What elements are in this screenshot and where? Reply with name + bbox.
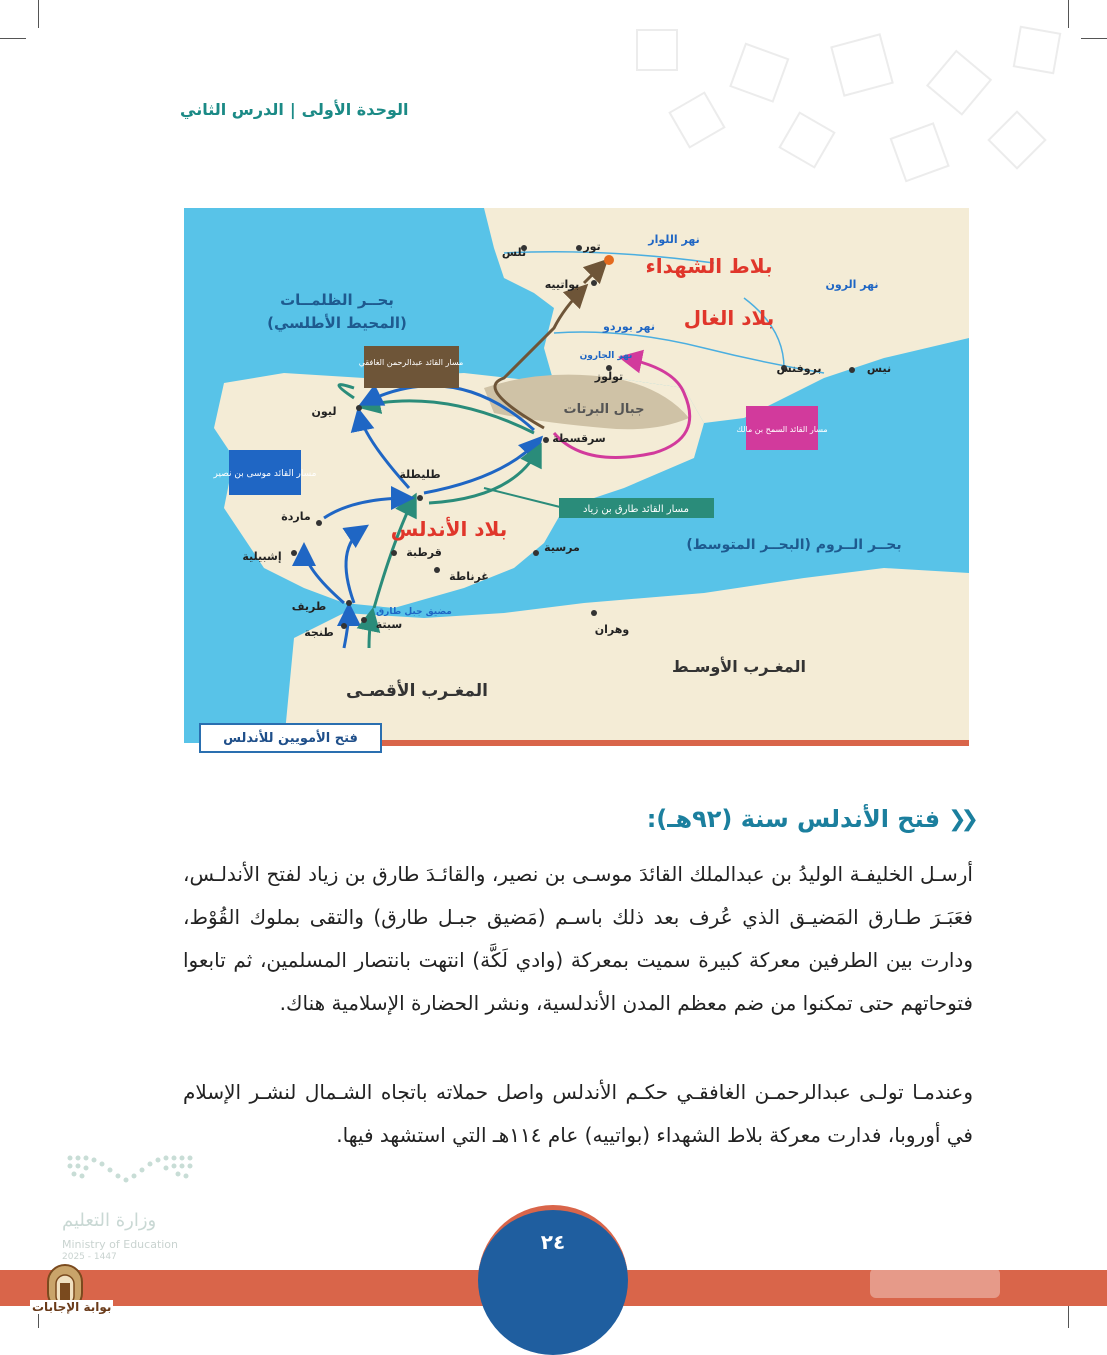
label-tangier: طنجة: [304, 626, 334, 639]
label-bordeaux: نهر بوردو: [603, 320, 655, 333]
map-caption: فتح الأمويين للأندلس: [199, 723, 382, 753]
label-provence: بروفنس: [776, 362, 822, 375]
conquest-map: [184, 208, 969, 743]
section-title: [647, 805, 973, 833]
route-box-ghafiqi: مسار القائد عبدالرحمن الغافقي: [358, 358, 464, 367]
label-ceuta: سبتة: [375, 618, 403, 631]
label-cordoba: قرطبة: [406, 546, 442, 559]
page-number: ٢٤: [540, 1230, 566, 1254]
crop-mark: [0, 38, 26, 39]
lesson-label: الدرس الثاني: [180, 100, 284, 119]
header-separator: |: [289, 100, 296, 119]
label-maghreb-west: المغـرب الأقصـى: [346, 681, 488, 701]
route-box-musa: مسار القائد موسى بن نصير: [213, 469, 317, 479]
ministry-year: 2025 - 1447: [62, 1252, 117, 1262]
watermark: [870, 1268, 1000, 1298]
label-oran: وهران: [594, 623, 630, 636]
label-atlantic-1: بحــر الظلمــات: [280, 291, 394, 309]
label-poitiers: بواتييه: [544, 278, 580, 291]
ministry-logo-icon: [62, 1150, 202, 1200]
ministry-name-en: Ministry of Education: [62, 1238, 179, 1251]
label-tours: تور: [583, 240, 601, 253]
route-box-samh: مسار القائد السمح بن مالك: [736, 425, 828, 434]
label-tarifa: طريف: [291, 600, 327, 613]
label-med: بحــر الــروم (البحــر المتوسط): [686, 537, 902, 553]
label-andalus: بلاد الأندلس: [390, 517, 508, 541]
section-title-text: فتح الأندلس سنة (٩٢هـ):: [646, 805, 941, 833]
portal-name[interactable]: بوابة الإجابات: [32, 1300, 112, 1314]
map-bottom-bar: [360, 740, 969, 746]
label-zaragoza: سرقسطة: [552, 432, 606, 445]
label-balat: بلاط الشهداء: [645, 254, 773, 278]
ministry-name-ar: وزارة التعليم: [62, 1210, 157, 1231]
unit-header: [180, 100, 409, 119]
label-atlantic-2: (المحيط الأطلسي): [267, 314, 407, 332]
page-number-circle: [478, 1205, 628, 1355]
label-seville: إشبيلية: [242, 550, 282, 563]
label-toledo: طليطلة: [399, 468, 441, 481]
label-loire: نهر اللوار: [648, 233, 700, 246]
label-gaul: بلاد الغال: [683, 306, 775, 330]
label-toulouse: تولوز: [594, 370, 624, 383]
paragraph-2: وعندمـا تولـى عبدالرحمـن الغافقـي حكـم الأندلس واصل حملاته باتجاه الشـمال لنشـر الإسلام في أوروبا، فدارت معركة بلاط الشهداء (بواتييه) عام ١١٤هـ التي استشهد فيها.: [183, 1080, 973, 1147]
paragraph-1: أرسـل الخليفـة الوليدُ بن عبدالملك القائدَ موسـى بن نصير، والقائـدَ طارق بن زياد لفتح الأندلـس، فعَبَـرَ طـارق المَضيـق الذي عُرف بعد ذلك باسـم (مَضيق جبـل طارق) والتقى بملوك القُوْط، ودارت بين الطرفين معركة كبيرة سميت بمعركة (وادي لَكَّة) انتهت بانتصار المسلمين، ثم تابعوا فتوحاتهم حتى تمكنوا من ضم معظم المدن الأندلسية، ونشر الحضارة الإسلامية هناك.: [183, 862, 973, 1015]
route-box-tariq: مسار القائد طارق بن زياد: [583, 504, 689, 515]
label-merida: ماردة: [281, 510, 311, 523]
crop-mark: [38, 0, 39, 28]
label-murcia: مرسية: [544, 541, 580, 554]
label-garonne: نهر الجارون: [579, 351, 633, 361]
label-nantes: نلس: [501, 246, 527, 259]
label-nice: نيس: [866, 362, 892, 375]
label-rhone: نهر الرون: [825, 278, 879, 291]
label-granada: غرناطة: [449, 570, 489, 583]
label-pyrenees: جبال البرتات: [563, 402, 645, 417]
unit-label: الوحدة الأولى: [301, 100, 409, 119]
double-chevron-icon: ❮❮: [948, 806, 973, 832]
label-leon: ليون: [311, 405, 337, 418]
label-maghreb-mid: المغـرب الأوسـط: [672, 657, 806, 676]
label-strait: مضيق جبل طارق: [376, 607, 452, 617]
decorative-pattern: [617, 10, 1087, 210]
